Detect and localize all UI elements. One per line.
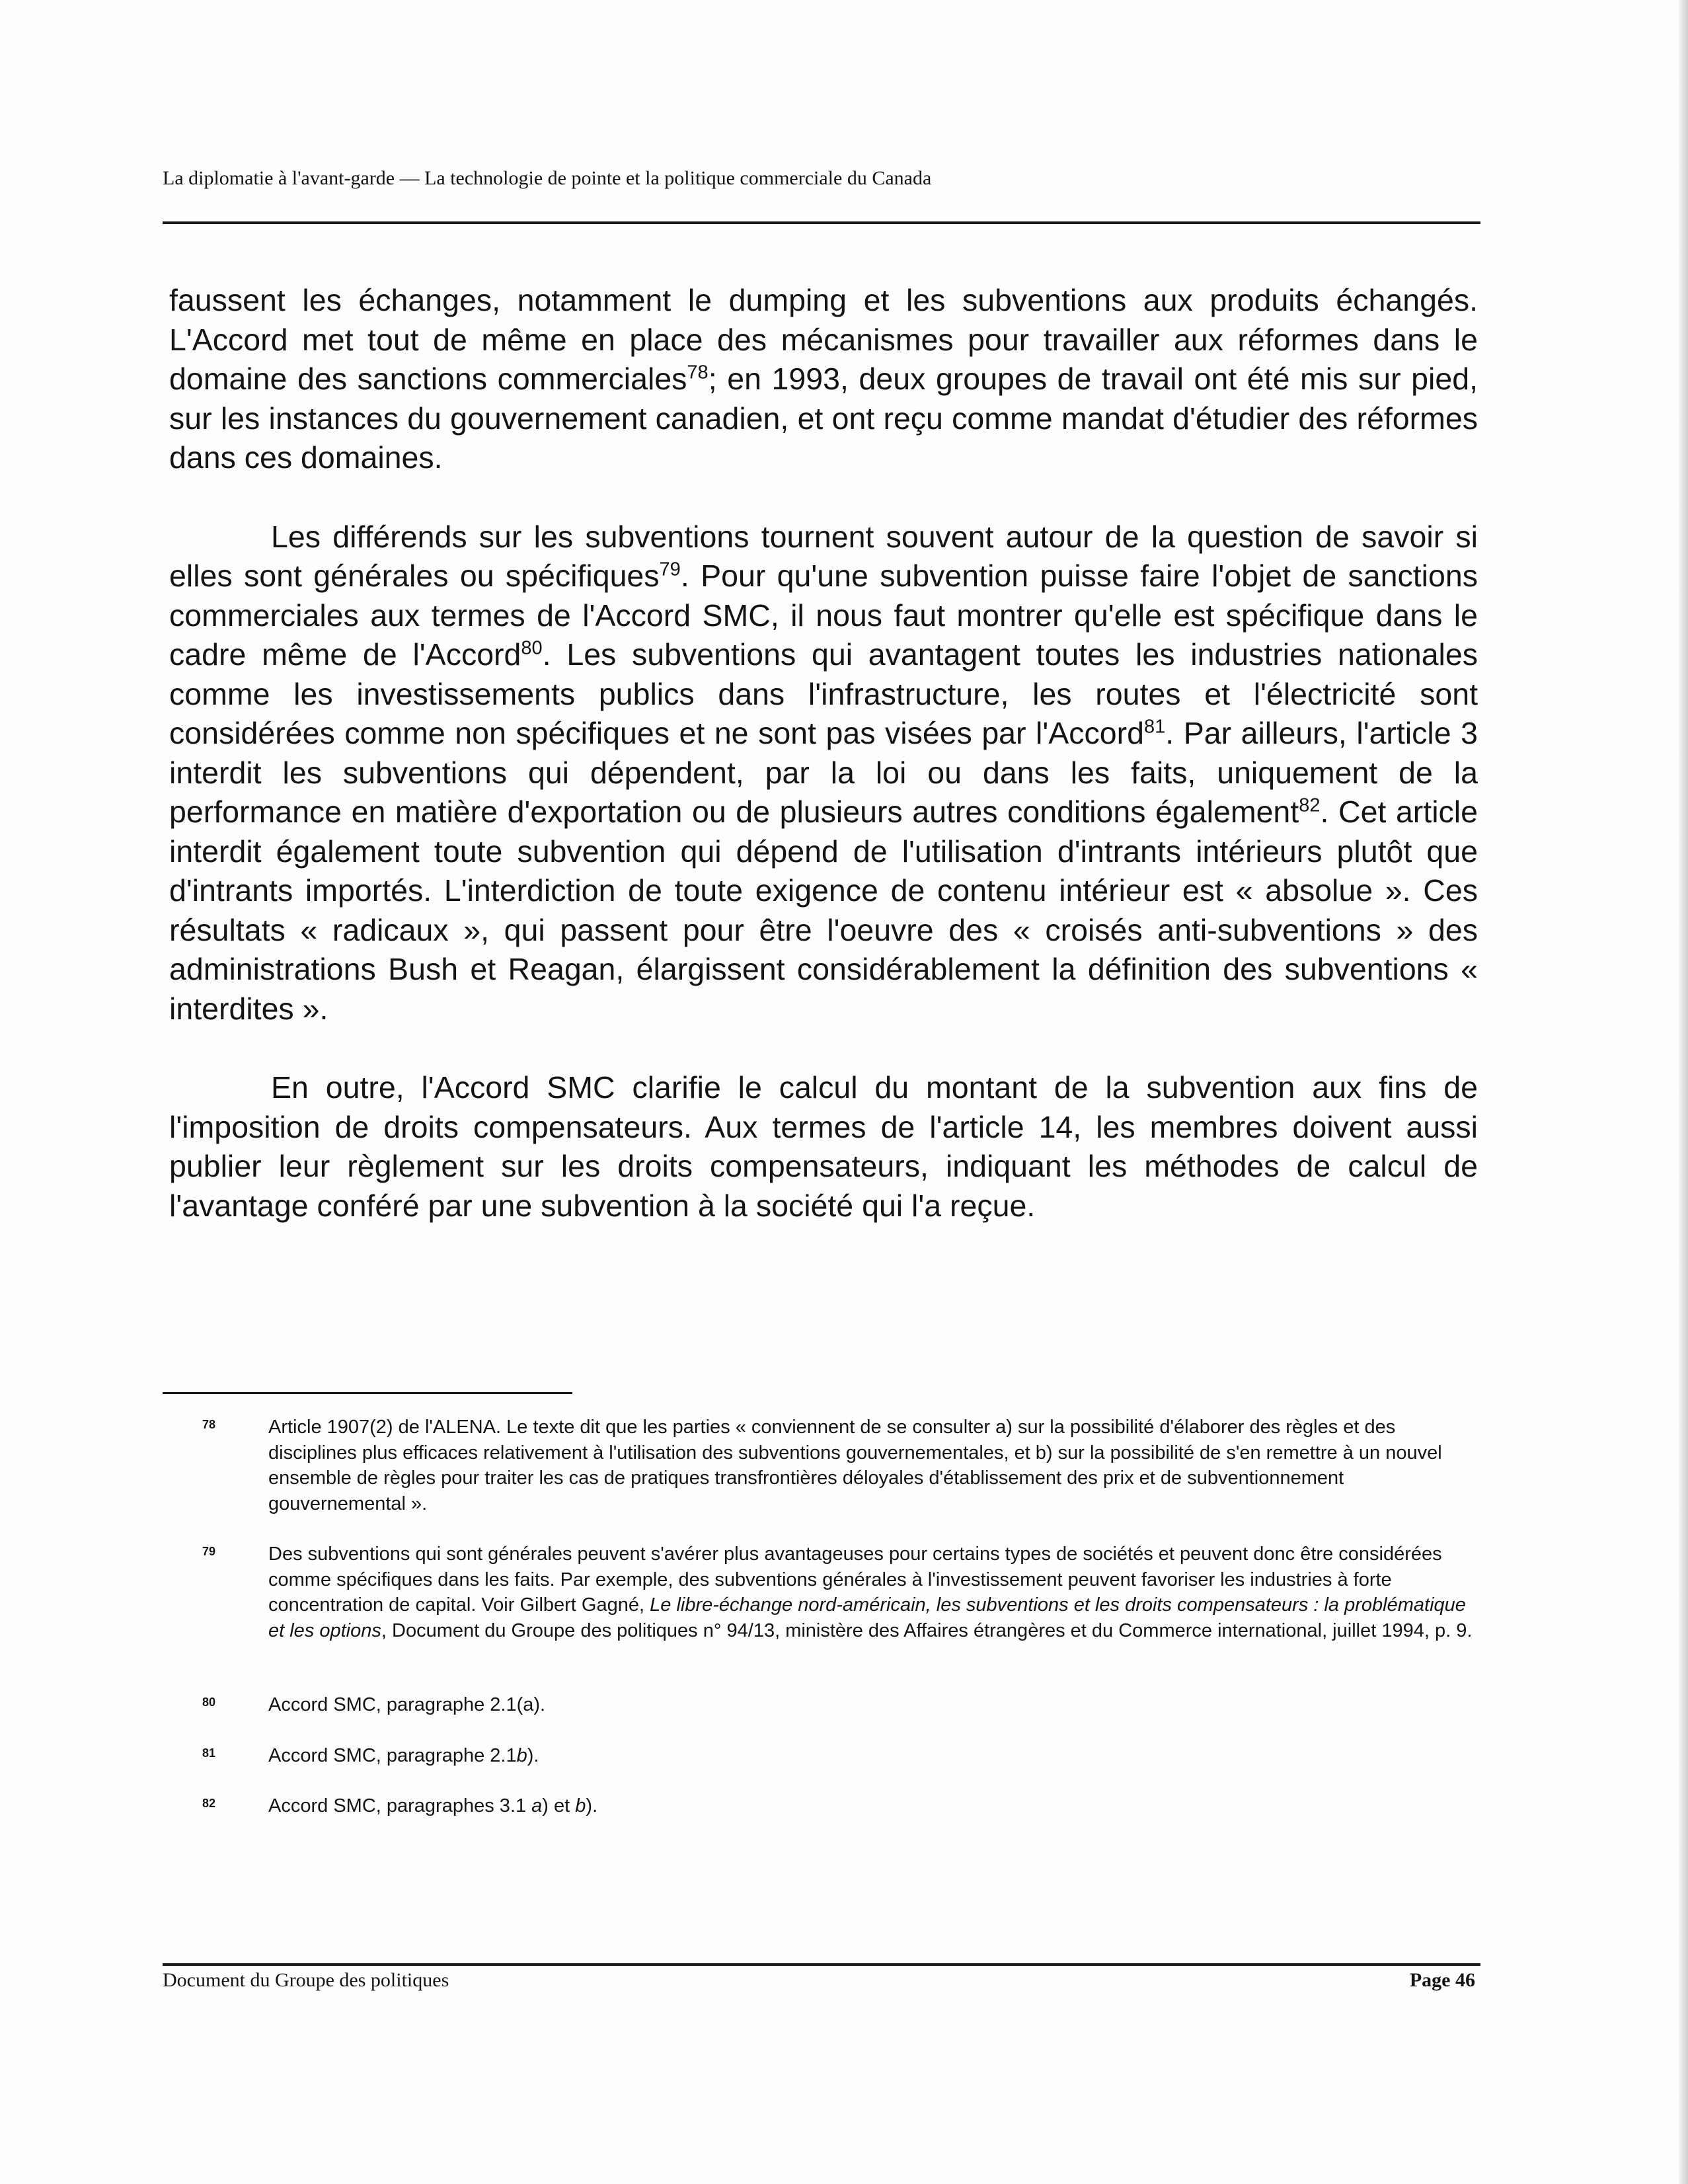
paragraph-3: En outre, l'Accord SMC clarifie le calcul du montant de la subvention aux fins de l'imposition de droits compensateurs. Aux termes de l'article 14, les membres doivent aussi publier leur règlement sur les droits compensateurs, indiquant les méthodes de calcul de l'avantage conféré par une subvention à la société qui l'a reçue. [169,1070,1478,1223]
header-rule [163,221,1480,224]
scan-edge [1679,0,1688,2184]
footnote-text: Article 1907(2) de l'ALENA. Le texte dit que les parties « conviennent de se consulter a) sur la possibilité d'élaborer des règles et des disciplines plus efficaces relativement à l'utilisation des subventions gouvernementales, et b) sur la possibilité de s'en remettre à un nouvel ensemble de règles pour traiter les cas de pratiques transfrontières déloyales d'établissement des prix et de subventionnement gouvernemental ». [268,1417,1442,1514]
footnote-number: 81 [202,1746,216,1760]
footnote-82 [163,1793,1480,1819]
paragraph-1: faussent les échanges, notamment le dumping et les subventions aux produits échangés. L'Accord met tout de même en place des mécanismes pour travailler aux réformes dans le domaine des sanctions commerciales$^{78}$; en 1993, deux groupes de travail ont été mis sur pied, sur les instances du gouvernement canadien, et ont reçu comme mandat d'étudier des réformes dans ces domaines. [169,283,1478,475]
footnote-ref-81[interactable]: 81 [1144,716,1166,738]
footnote-number: 78 [202,1418,216,1431]
footnotes [163,1415,1480,1844]
footnote-ref-79[interactable]: 79 [659,559,681,580]
footnote-80 [163,1692,1480,1718]
footnote-rule [163,1392,572,1394]
footer-rule [163,1963,1480,1966]
footnote-text: Accord SMC, paragraphes 3.1 a) et b). [268,1795,598,1816]
footnote-ref-82[interactable]: 82 [1299,795,1321,816]
footnote-text: Accord SMC, paragraphe 2.1b). [268,1744,539,1766]
footnote-ref-78[interactable]: 78 [687,362,709,383]
footnote-number: 79 [202,1545,216,1558]
footer-document-title: Document du Groupe des politiques [163,1969,449,1991]
page-number: Page 46 [1409,1969,1475,1991]
cited-title: Le libre-échange nord-américain, les subventions et les droits compensateurs : la problématique et les options [268,1594,1466,1641]
footnote-text: Accord SMC, paragraphe 2.1(a). [268,1694,546,1715]
footnote-78 [163,1415,1480,1516]
footnote-81 [163,1743,1480,1769]
running-header: La diplomatie à l'avant-garde — La technologie de pointe et la politique commerciale du Canada [163,167,932,189]
footnote-ref-80[interactable]: 80 [521,637,543,659]
body-text [169,281,1478,1265]
footnote-79 [163,1541,1480,1643]
footnote-number: 80 [202,1696,216,1709]
footnote-text: Des subventions qui sont générales peuvent s'avérer plus avantageuses pour certains types de sociétés et peuvent donc être considérées comme spécifiques dans les faits. Par exemple, des subventions générales à l'investissement peuvent favoriser les industries à forte concentration de capital. Voir Gilbert Gagné, Le libre-échange nord-américain, les subventions et les droits compensateurs : la problématique et les options, Document du Groupe des politiques n° 94/13, ministère des Affaires étrangères et du Commerce international, juillet 1994, p. 9. [268,1543,1473,1641]
footnote-number: 82 [202,1797,216,1810]
paragraph-2: Les différends sur les subventions tournent souvent autour de la question de savoir si elles sont générales ou spécifiques$^{79}$. Pour qu'une subvention puisse faire l'objet de sanctions commerciales aux termes de l'Accord SMC, il nous faut montrer qu'elle est spécifique dans le cadre même de l'Accord$^{80}$. Les subventions qui avantagent toutes les industries nationales comme les investissements publics dans l'infrastructure, les routes et l'électricité sont considérées comme non spécifiques et ne sont pas visées par l'Accord$^{81}$. Par ailleurs, l'article 3 interdit les subventions qui dépendent, par la loi ou dans les faits, uniquement de la performance en matière d'exportation ou de plusieurs autres conditions également$^{82}$. Cet article interdit également toute subvention qui dépend de l'utilisation d'intrants intérieurs plutôt que d'intrants importés. L'interdiction de toute exigence de contenu intérieur est « absolue ». Ces résultats « radicaux », qui passent pour être l'oeuvre des « croisés anti-subventions » des administrations Bush et Reagan, élargissent considérablement la définition des subventions « interdites ». [169,519,1478,1026]
